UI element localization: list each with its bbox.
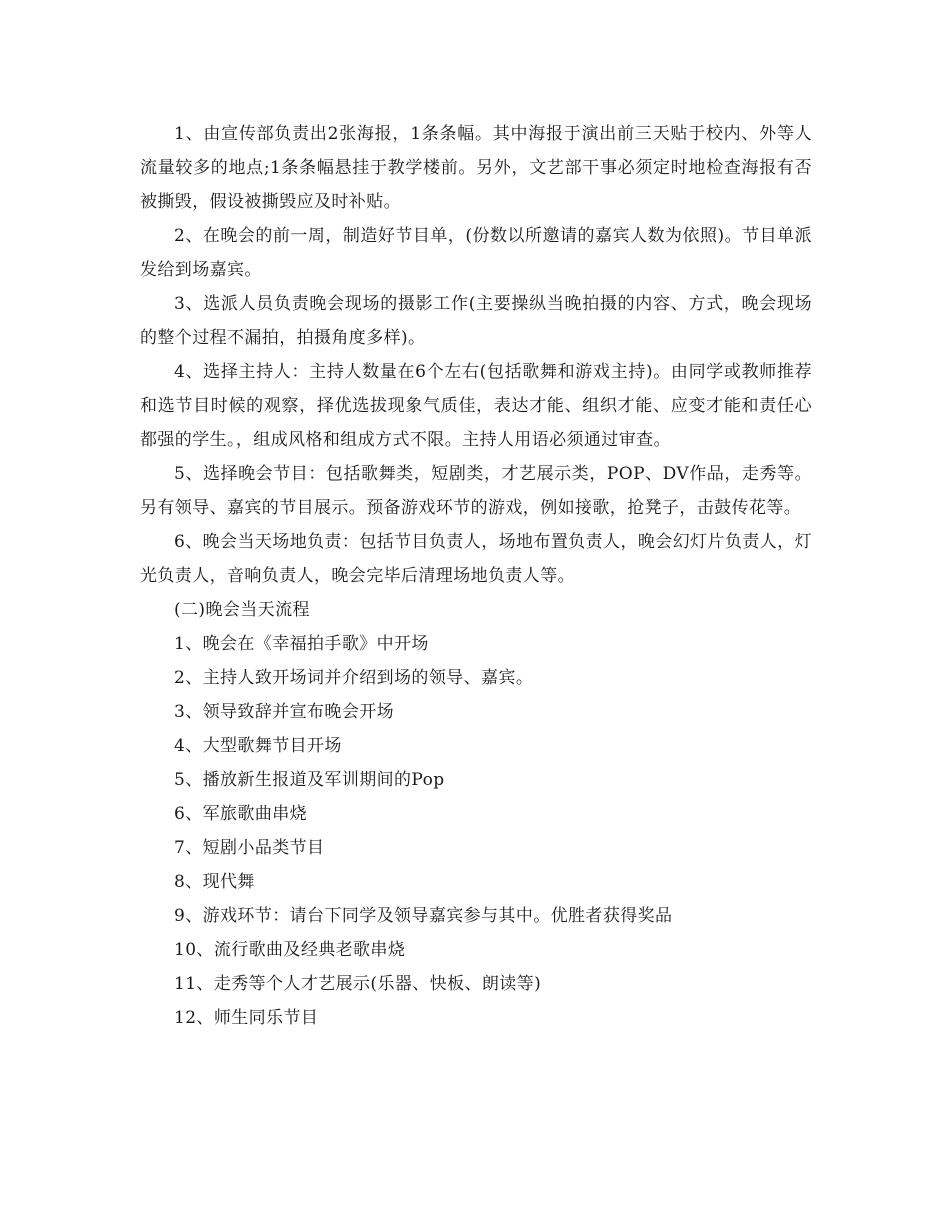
flow-item: 1、晚会在《幸福拍手歌》中开场: [174, 634, 429, 654]
flow-item: 9、游戏环节：请台下同学及领导嘉宾参与其中。优胜者获得奖品: [174, 906, 673, 926]
flow-item: 7、短剧小品类节目: [174, 838, 325, 858]
flow-item: 4、大型歌舞节目开场: [174, 736, 342, 756]
document-body: [140, 117, 812, 1035]
flow-item: 2、主持人致开场词并介绍到场的领导、嘉宾。: [174, 668, 534, 688]
paragraph-photography: 3、选派人员负责晚会现场的摄影工作(主要操纵当晚拍摄的内容、方式，晚会现场的整个过程不漏拍，拍摄角度多样)。: [140, 294, 812, 348]
paragraph-hosts: 4、选择主持人：主持人数量在6个左右(包括歌舞和游戏主持)。由同学或教师推荐和选节目时候的观察，择优选拔现象气质佳，表达才能、组织才能、应变才能和责任心都强的学生。，组成风格和组成方式不限。主持人用语必须通过审查。: [140, 362, 812, 450]
flow-item: 12、师生同乐节目: [174, 1008, 319, 1028]
flow-item: 5、播放新生报道及军训期间的Pop: [174, 770, 445, 790]
flow-item: 6、军旅歌曲串烧: [174, 804, 308, 824]
paragraph-publicity: 1、由宣传部负责出2张海报，1条条幅。其中海报于演出前三天贴于校内、外等人流量较多的地点;1条条幅悬挂于教学楼前。另外，文艺部干事必须定时地检查海报有否被撕毁，假设被撕毁应及时补贴。: [140, 124, 812, 212]
paragraph-programs: 5、选择晚会节目：包括歌舞类，短剧类，才艺展示类，POP、DV作品，走秀等。另有领导、嘉宾的节目展示。预备游戏环节的游戏，例如接歌，抢凳子，击鼓传花等。: [140, 464, 812, 518]
paragraph-program-list: 2、在晚会的前一周，制造好节目单，(份数以所邀请的嘉宾人数为依照)。节目单派发给到场嘉宾。: [140, 226, 812, 280]
flow-item: 8、现代舞: [174, 872, 255, 892]
paragraph-venue: 6、晚会当天场地负责：包括节目负责人，场地布置负责人，晚会幻灯片负责人，灯光负责人，音响负责人，晚会完毕后清理场地负责人等。: [140, 532, 812, 586]
section-heading: (二)晚会当天流程: [174, 600, 310, 620]
flow-item: 3、领导致辞并宣布晚会开场: [174, 702, 395, 722]
flow-item: 11、走秀等个人才艺展示(乐器、快板、朗读等): [174, 974, 542, 994]
flow-item: 10、流行歌曲及经典老歌串烧: [174, 940, 406, 960]
